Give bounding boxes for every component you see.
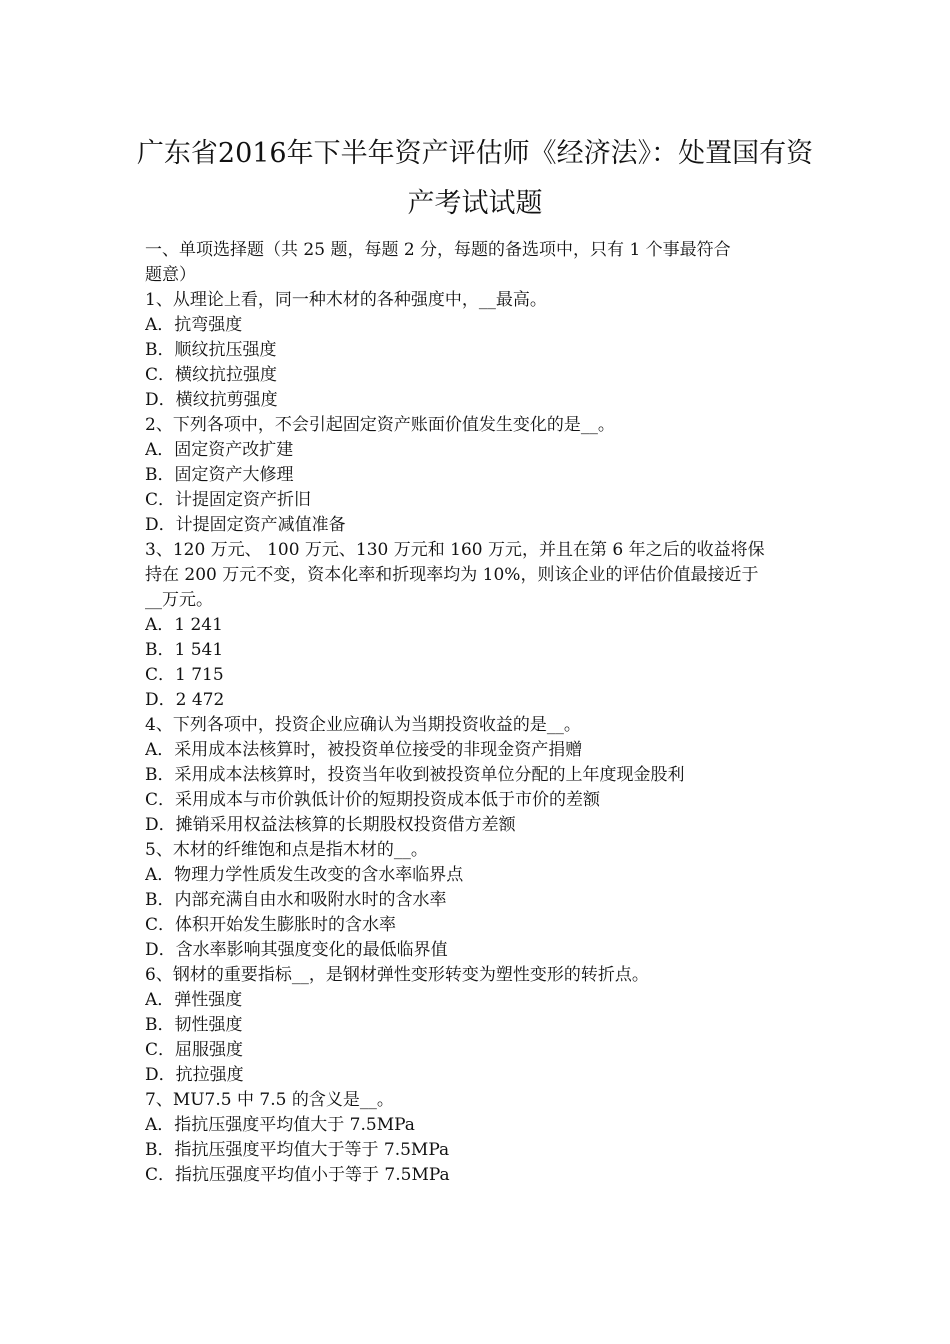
question-item: [145, 538, 810, 713]
answer-option: A．固定资产改扩建: [145, 440, 294, 460]
answer-option: A．指抗压强度平均值大于 7.5MPa: [145, 1115, 415, 1135]
question-item: [145, 963, 810, 1088]
answer-option: B．内部充满自由水和吸附水时的含水率: [145, 890, 447, 910]
question-stem-line: 3、120 万元、 100 万元、130 万元和 160 万元，并且在第 6 年之后的收益将保: [145, 540, 765, 560]
answer-option: D．2 472: [145, 690, 225, 710]
answer-option: A．采用成本法核算时，被投资单位接受的非现金资产捐赠: [145, 740, 583, 760]
section-header-line-1: 一、单项选择题（共 25 题，每题 2 分，每题的备选项中，只有 1 个事最符合: [145, 240, 731, 260]
question-stem-line: __万元。: [145, 590, 213, 610]
answer-option: B．指抗压强度平均值大于等于 7.5MPa: [145, 1140, 450, 1160]
question-stem-line: 1、从理论上看，同一种木材的各种强度中，__最高。: [145, 290, 547, 310]
question-stem-line: 5、木材的纤维饱和点是指木材的__。: [145, 840, 428, 860]
question-stem-line: 持在 200 万元不变，资本化率和折现率均为 10%，则该企业的评估价值最接近于: [145, 565, 759, 585]
question-item: [145, 838, 810, 963]
answer-option: C．计提固定资产折旧: [145, 490, 312, 510]
answer-option: A．物理力学性质发生改变的含水率临界点: [145, 865, 464, 885]
answer-option: B．1 541: [145, 640, 224, 660]
answer-option: D．横纹抗剪强度: [145, 390, 278, 410]
document-title-line-1: 广东省2016年下半年资产评估师《经济法》：处置国有资: [136, 138, 814, 169]
answer-option: A．抗弯强度: [145, 315, 243, 335]
question-item: [145, 413, 810, 538]
answer-option: C．指抗压强度平均值小于等于 7.5MPa: [145, 1165, 450, 1185]
answer-option: D．含水率影响其强度变化的最低临界值: [145, 940, 448, 960]
answer-option: B．顺纹抗压强度: [145, 340, 277, 360]
answer-option: A．1 241: [145, 615, 223, 635]
answer-option: C．屈服强度: [145, 1040, 244, 1060]
question-stem-line: 6、钢材的重要指标__，是钢材弹性变形转变为塑性变形的转折点。: [145, 965, 649, 985]
question-stem-line: 4、下列各项中，投资企业应确认为当期投资收益的是__。: [145, 715, 581, 735]
answer-option: D．计提固定资产减值准备: [145, 515, 346, 535]
answer-option: B．固定资产大修理: [145, 465, 294, 485]
document-body: [145, 238, 810, 1188]
question-item: [145, 713, 810, 838]
answer-option: A．弹性强度: [145, 990, 243, 1010]
question-item: [145, 1088, 810, 1188]
question-stem-line: 7、MU7.5 中 7.5 的含义是__。: [145, 1090, 394, 1110]
answer-option: D．抗拉强度: [145, 1065, 244, 1085]
question-stem-line: 2、下列各项中，不会引起固定资产账面价值发生变化的是__。: [145, 415, 615, 435]
answer-option: B．韧性强度: [145, 1015, 243, 1035]
answer-option: D．摊销采用权益法核算的长期股权投资借方差额: [145, 815, 516, 835]
answer-option: C．1 715: [145, 665, 224, 685]
answer-option: C．体积开始发生膨胀时的含水率: [145, 915, 397, 935]
answer-option: B．采用成本法核算时，投资当年收到被投资单位分配的上年度现金股利: [145, 765, 685, 785]
answer-option: C．采用成本与市价孰低计价的短期投资成本低于市价的差额: [145, 790, 601, 810]
answer-option: C．横纹抗拉强度: [145, 365, 278, 385]
question-list: [145, 288, 810, 1188]
question-item: [145, 288, 810, 413]
section-header-line-2: 题意）: [145, 265, 196, 285]
document-title-line-2: 产考试试题: [407, 188, 543, 219]
